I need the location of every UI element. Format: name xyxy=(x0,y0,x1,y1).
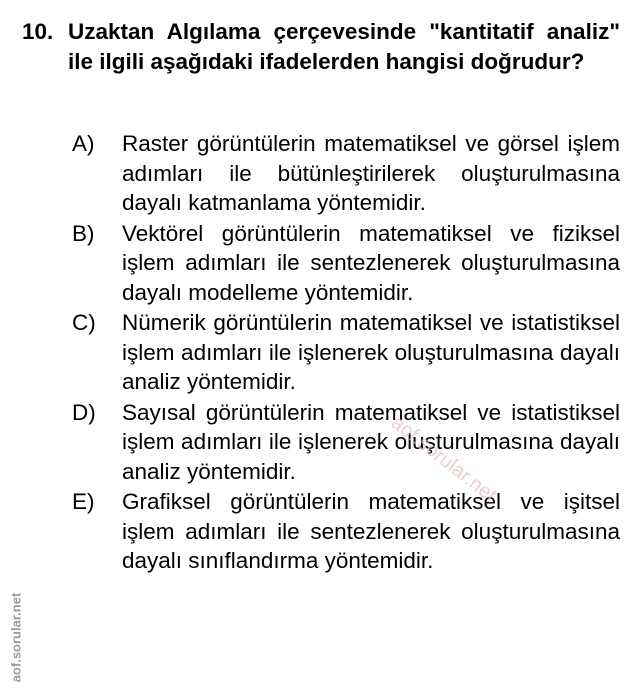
side-watermark: aof.sorular.net xyxy=(8,592,24,683)
option-text: Grafiksel görüntülerin matematiksel ve işitsel işlem adımları ile sentezlenerek oluşturulmasına dayalı sınıflandırma yöntemidir. xyxy=(122,489,620,573)
question-number: 10. xyxy=(22,19,54,44)
question xyxy=(22,17,622,76)
option-text: Nümerik görüntülerin matematiksel ve istatistiksel işlem adımları ile işlenerek oluşturulmasına dayalı analiz yöntemidir. xyxy=(122,310,620,394)
option-letter: E) xyxy=(72,489,95,514)
option-text: Sayısal görüntülerin matematiksel ve istatistiksel işlem adımları ile işlenerek oluşturulmasına dayalı analiz yöntemidir. xyxy=(122,399,620,484)
question-text: Uzaktan Algılama çerçevesinde "kantitatif analiz" ile ilgili aşağıdaki ifadelerden hangisi doğrudur? xyxy=(68,19,620,74)
option-a[interactable] xyxy=(72,129,622,218)
option-e[interactable] xyxy=(72,487,622,576)
diagonal-watermark: aof.sorular.net xyxy=(386,411,501,507)
options-list xyxy=(72,129,622,577)
option-letter: D) xyxy=(72,399,96,425)
option-letter: B) xyxy=(72,220,95,246)
option-letter: A) xyxy=(72,131,95,156)
option-d[interactable] xyxy=(72,398,622,487)
option-letter: C) xyxy=(72,310,96,335)
option-text: Vektörel görüntülerin matematiksel ve fiziksel işlem adımları ile sentezlenerek oluşturulmasına dayalı modelleme yöntemidir. xyxy=(122,220,620,305)
option-b[interactable] xyxy=(72,219,622,308)
option-c[interactable] xyxy=(72,308,622,397)
option-text: Raster görüntülerin matematiksel ve görsel işlem adımları ile bütünleştirilerek oluşturulmasına dayalı katmanlama yöntemidir. xyxy=(122,131,620,215)
